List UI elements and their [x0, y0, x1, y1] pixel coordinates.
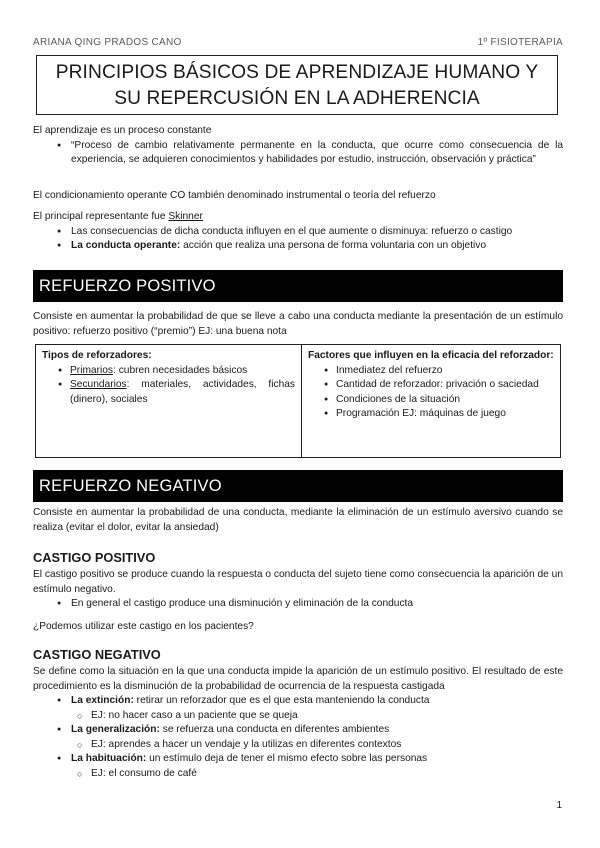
- skinner-name: Skinner: [168, 211, 203, 222]
- skinner-section: [33, 210, 563, 254]
- consequences-bullet: ● Las consecuencias de dicha conducta influyen en el que aumente o disminuya: refuerzo o castigo: [33, 225, 563, 240]
- reinforcer-factors-title: Factores que influyen en la eficacia del reforzador:: [308, 350, 554, 361]
- habituation-term: La habituación:: [71, 753, 147, 764]
- castigo-positivo-text: El castigo positivo se produce cuando la respuesta o conducta del sujeto tiene como consecuencia la aparición de un estímulo negativo.: [33, 569, 563, 595]
- document-title: [36, 55, 558, 115]
- extinction-item: [33, 694, 563, 709]
- operant-behavior-bullet: [33, 239, 563, 254]
- header-course: 1º FISIOTERAPIA: [477, 37, 563, 48]
- primary-term: Primarios: [70, 364, 114, 376]
- extinction-term: La extinción:: [71, 695, 134, 706]
- extinction-example: ○ EJ: no hacer caso a un paciente que se queja: [33, 709, 563, 724]
- reinforcer-type-item: [42, 364, 295, 379]
- castigo-negativo-heading: CASTIGO NEGATIVO: [33, 647, 161, 662]
- generalization-term: La generalización:: [71, 724, 160, 735]
- habituation-def: un estímulo deja de tener el mismo efecto sobre las personas: [146, 753, 428, 764]
- extinction-def: retirar un reforzador que es el que esta manteniendo la conducta: [133, 695, 430, 706]
- factor-item: ● Inmediatez del refuerzo: [308, 364, 554, 379]
- refuerzo-positivo-text: Consiste en aumentar la probabilidad de que se lleve a cabo una conducta mediante la presentación de un estímulo positivo: refuerzo positivo (“premio”) EJ: una buena nota: [33, 311, 563, 337]
- reinforcers-table: [35, 344, 561, 458]
- castigo-positivo-section: [33, 568, 563, 612]
- section-heading-refuerzo-negativo: REFUERZO NEGATIVO: [33, 470, 563, 502]
- intro-paragraph: El aprendizaje es un proceso constante: [33, 125, 212, 136]
- factor-item: ● Cantidad de reforzador: privación o saciedad: [308, 378, 554, 393]
- page-header: [33, 36, 563, 51]
- operant-behavior-term: La conducta operante:: [71, 240, 181, 251]
- title-line-1: PRINCIPIOS BÁSICOS DE APRENDIZAJE HUMANO Y: [55, 62, 539, 83]
- operant-conditioning-paragraph: El condicionamiento operante CO también denominado instrumental o teoría del refuerzo: [33, 190, 436, 201]
- secondary-term: Secundarios: [70, 379, 127, 390]
- castigo-negativo-text: Se define como la situación en la que una conducta impide la aparición de un estímulo positivo. El resultado de este procedimiento es la disminución de la probabilidad de ocurrencia de la respuesta castigada: [33, 666, 563, 692]
- header-author: ARIANA QING PRADOS CANO: [33, 37, 182, 48]
- secondary-def: : materiales, actividades, fichas (dinero), sociales: [70, 379, 295, 405]
- definition-quote: ● “Proceso de cambio relativamente permanente en la conducta, que ocurre como consecuencia de la experiencia, se adquieren conocimientos y habilidades por estudio, instrucción, observación y práctica”: [33, 139, 563, 168]
- reinforcer-types-cell: [36, 345, 302, 457]
- habituation-item: [33, 752, 563, 767]
- section-heading-refuerzo-positivo: REFUERZO POSITIVO: [33, 270, 563, 302]
- intro-section: [33, 124, 563, 168]
- castigo-positivo-heading: CASTIGO POSITIVO: [33, 550, 156, 565]
- page-number: 1: [556, 800, 562, 811]
- primary-def: : cubren necesidades básicos: [113, 364, 248, 376]
- skinner-paragraph: [33, 210, 563, 225]
- reinforcer-factors-cell: [302, 345, 560, 457]
- generalization-example: ○ EJ: aprendes a hacer un vendaje y la utilizas en diferentes contextos: [33, 738, 563, 753]
- castigo-positivo-bullet: ● En general el castigo produce una disminución y eliminación de la conducta: [33, 597, 563, 612]
- generalization-def: se refuerza una conducta en diferentes ambientes: [159, 724, 390, 735]
- castigo-negativo-section: [33, 665, 563, 781]
- skinner-prefix: El principal representante fue: [33, 211, 169, 222]
- refuerzo-negativo-text: Consiste en aumentar la probabilidad de una conducta, mediante la eliminación de un estímulo aversivo cuando se realiza (evitar el dolor, evitar la ansiedad): [33, 507, 563, 533]
- reinforcer-types-title: Tipos de reforzadores:: [42, 350, 152, 361]
- operant-behavior-def: acción que realiza una persona de forma voluntaria con un objetivo: [180, 240, 487, 251]
- factor-item: ● Programación EJ: máquinas de juego: [308, 407, 554, 422]
- factor-item: ● Condiciones de la situación: [308, 393, 554, 408]
- castigo-question: ¿Podemos utilizar este castigo en los pacientes?: [33, 621, 254, 632]
- reinforcer-type-item: [42, 378, 295, 407]
- habituation-example: ○ EJ: el consumo de café: [33, 767, 563, 782]
- title-line-2: SU REPERCUSIÓN EN LA ADHERENCIA: [114, 88, 480, 109]
- generalization-item: [33, 723, 563, 738]
